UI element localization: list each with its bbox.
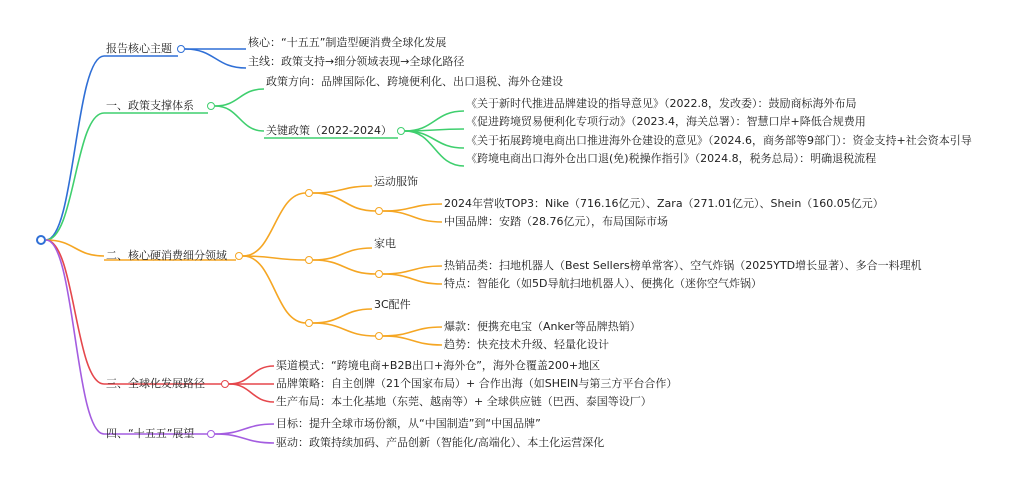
theme-item-core: 核心：“十五五”制造型硬消费全球化发展: [248, 36, 447, 49]
link-path-production: [229, 384, 274, 402]
policy-key-label[interactable]: 关键政策（2022-2024）: [266, 124, 392, 137]
path-item-brand: 品牌策略：自主创牌（21个国家布局）+ 合作出海（如SHEIN与第三方平台合作）: [276, 377, 678, 390]
sport-item-china: 中国品牌：安踏（28.76亿元），布局国际市场: [444, 215, 668, 228]
link-policy-key: [215, 106, 264, 131]
branch-outlook-node-icon[interactable]: [207, 430, 215, 438]
link-policy-item-1: [405, 111, 464, 131]
link-sport-label: [313, 186, 372, 193]
theme-item-mainline: 主线：政策支持→细分领域表现→全球化路径: [248, 55, 465, 68]
link-policy-item-4: [405, 131, 464, 166]
acc3c-node-icon[interactable]: [305, 319, 313, 327]
link-policy-item-3: [405, 131, 464, 148]
appliance-node-icon[interactable]: [305, 256, 313, 264]
policy-item-1: 《关于新时代推进品牌建设的指导意见》（2022.8，发改委）：鼓励商标海外布局: [466, 97, 857, 110]
path-item-channel: 渠道模式：“跨境电商+B2B出口+海外仓”，海外仓覆盖200+地区: [276, 359, 601, 372]
sport-item-top3: 2024年营收TOP3：Nike（716.16亿元）、Zara（271.01亿元）、Shein（160.05亿元）: [444, 197, 884, 210]
root-node-icon[interactable]: [36, 235, 46, 245]
link-3c-sub: [313, 323, 376, 336]
policy-direction: 政策方向：品牌国际化、跨境便利化、出口退税、海外仓建设: [266, 75, 563, 88]
link-sport-item-2: [383, 211, 442, 222]
appliance-item-feature: 特点：智能化（如5D导航扫地机器人）、便携化（迷你空气炸锅）: [444, 277, 762, 290]
policy-item-3: 《关于拓展跨境电商出口推进海外仓建设的意见》（2024.6，商务部等9部门）：资金支持+社会资本引导: [466, 134, 972, 147]
link-policy-direction: [215, 89, 264, 106]
link-root-outlook: [46, 240, 104, 434]
branch-outlook-label[interactable]: 四、“十五五”展望: [106, 427, 195, 440]
path-item-production: 生产布局：本土化基地（东莞、越南等）+ 全球供应链（巴西、泰国等设厂）: [276, 395, 652, 408]
link-appliance-label: [313, 248, 372, 260]
branch-theme-label[interactable]: 报告核心主题: [106, 42, 172, 55]
sport-label[interactable]: 运动服饰: [374, 175, 418, 188]
appliance-label[interactable]: 家电: [374, 237, 396, 250]
outlook-item-driver: 驱动：政策持续加码、产品创新（智能化/高端化）、本土化运营深化: [276, 436, 605, 449]
branch-path-label[interactable]: 三、全球化发展路径: [106, 377, 205, 390]
link-appliance-item-1: [383, 266, 442, 274]
link-outlook-goal: [215, 424, 274, 434]
link-root-path: [46, 240, 104, 384]
link-outlook-driver: [215, 434, 274, 443]
link-seg-3c: [243, 256, 306, 323]
branch-theme-node-icon[interactable]: [177, 45, 185, 53]
acc3c-label[interactable]: 3C配件: [374, 298, 411, 311]
link-root-policy: [46, 113, 104, 240]
link-theme-mainline: [185, 49, 246, 68]
link-appliance-sub: [313, 260, 376, 274]
policy-item-4: 《跨境电商出口海外仓出口退(免)税操作指引》（2024.8，税务总局）：明确退税流程: [466, 152, 877, 165]
link-seg-sport: [243, 193, 306, 256]
acc3c-item-trend: 趋势：快充技术升级、轻量化设计: [444, 338, 609, 351]
acc3c-sub-node-icon[interactable]: [375, 332, 383, 340]
link-sport-item-1: [383, 204, 442, 211]
policy-item-2: 《促进跨境贸易便利化专项行动》（2023.4，海关总署）：智慧口岸+降低合规费用: [466, 115, 866, 128]
link-appliance-item-2: [383, 274, 442, 284]
link-root-theme: [46, 56, 104, 240]
sport-sub-node-icon[interactable]: [375, 207, 383, 215]
branch-policy-node-icon[interactable]: [207, 102, 215, 110]
appliance-sub-node-icon[interactable]: [375, 270, 383, 278]
link-3c-item-2: [383, 336, 442, 345]
branch-path-node-icon[interactable]: [221, 380, 229, 388]
link-3c-label: [313, 309, 372, 323]
sport-node-icon[interactable]: [305, 189, 313, 197]
branch-segments-node-icon[interactable]: [235, 252, 243, 260]
link-3c-item-1: [383, 327, 442, 336]
acc3c-item-hit: 爆款：便携充电宝（Anker等品牌热销）: [444, 320, 641, 333]
policy-key-node-icon[interactable]: [397, 127, 405, 135]
link-path-channel: [229, 366, 274, 384]
outlook-item-goal: 目标：提升全球市场份额，从“中国制造”到“中国品牌”: [276, 417, 541, 430]
branch-segments-label[interactable]: 二、核心硬消费细分领域: [106, 249, 227, 262]
link-sport-sub: [313, 193, 376, 211]
appliance-item-hot: 热销品类：扫地机器人（Best Sellers榜单常客）、空气炸锅（2025YTD增长显著）、多合一料理机: [444, 259, 922, 272]
branch-policy-label[interactable]: 一、政策支撑体系: [106, 99, 194, 112]
